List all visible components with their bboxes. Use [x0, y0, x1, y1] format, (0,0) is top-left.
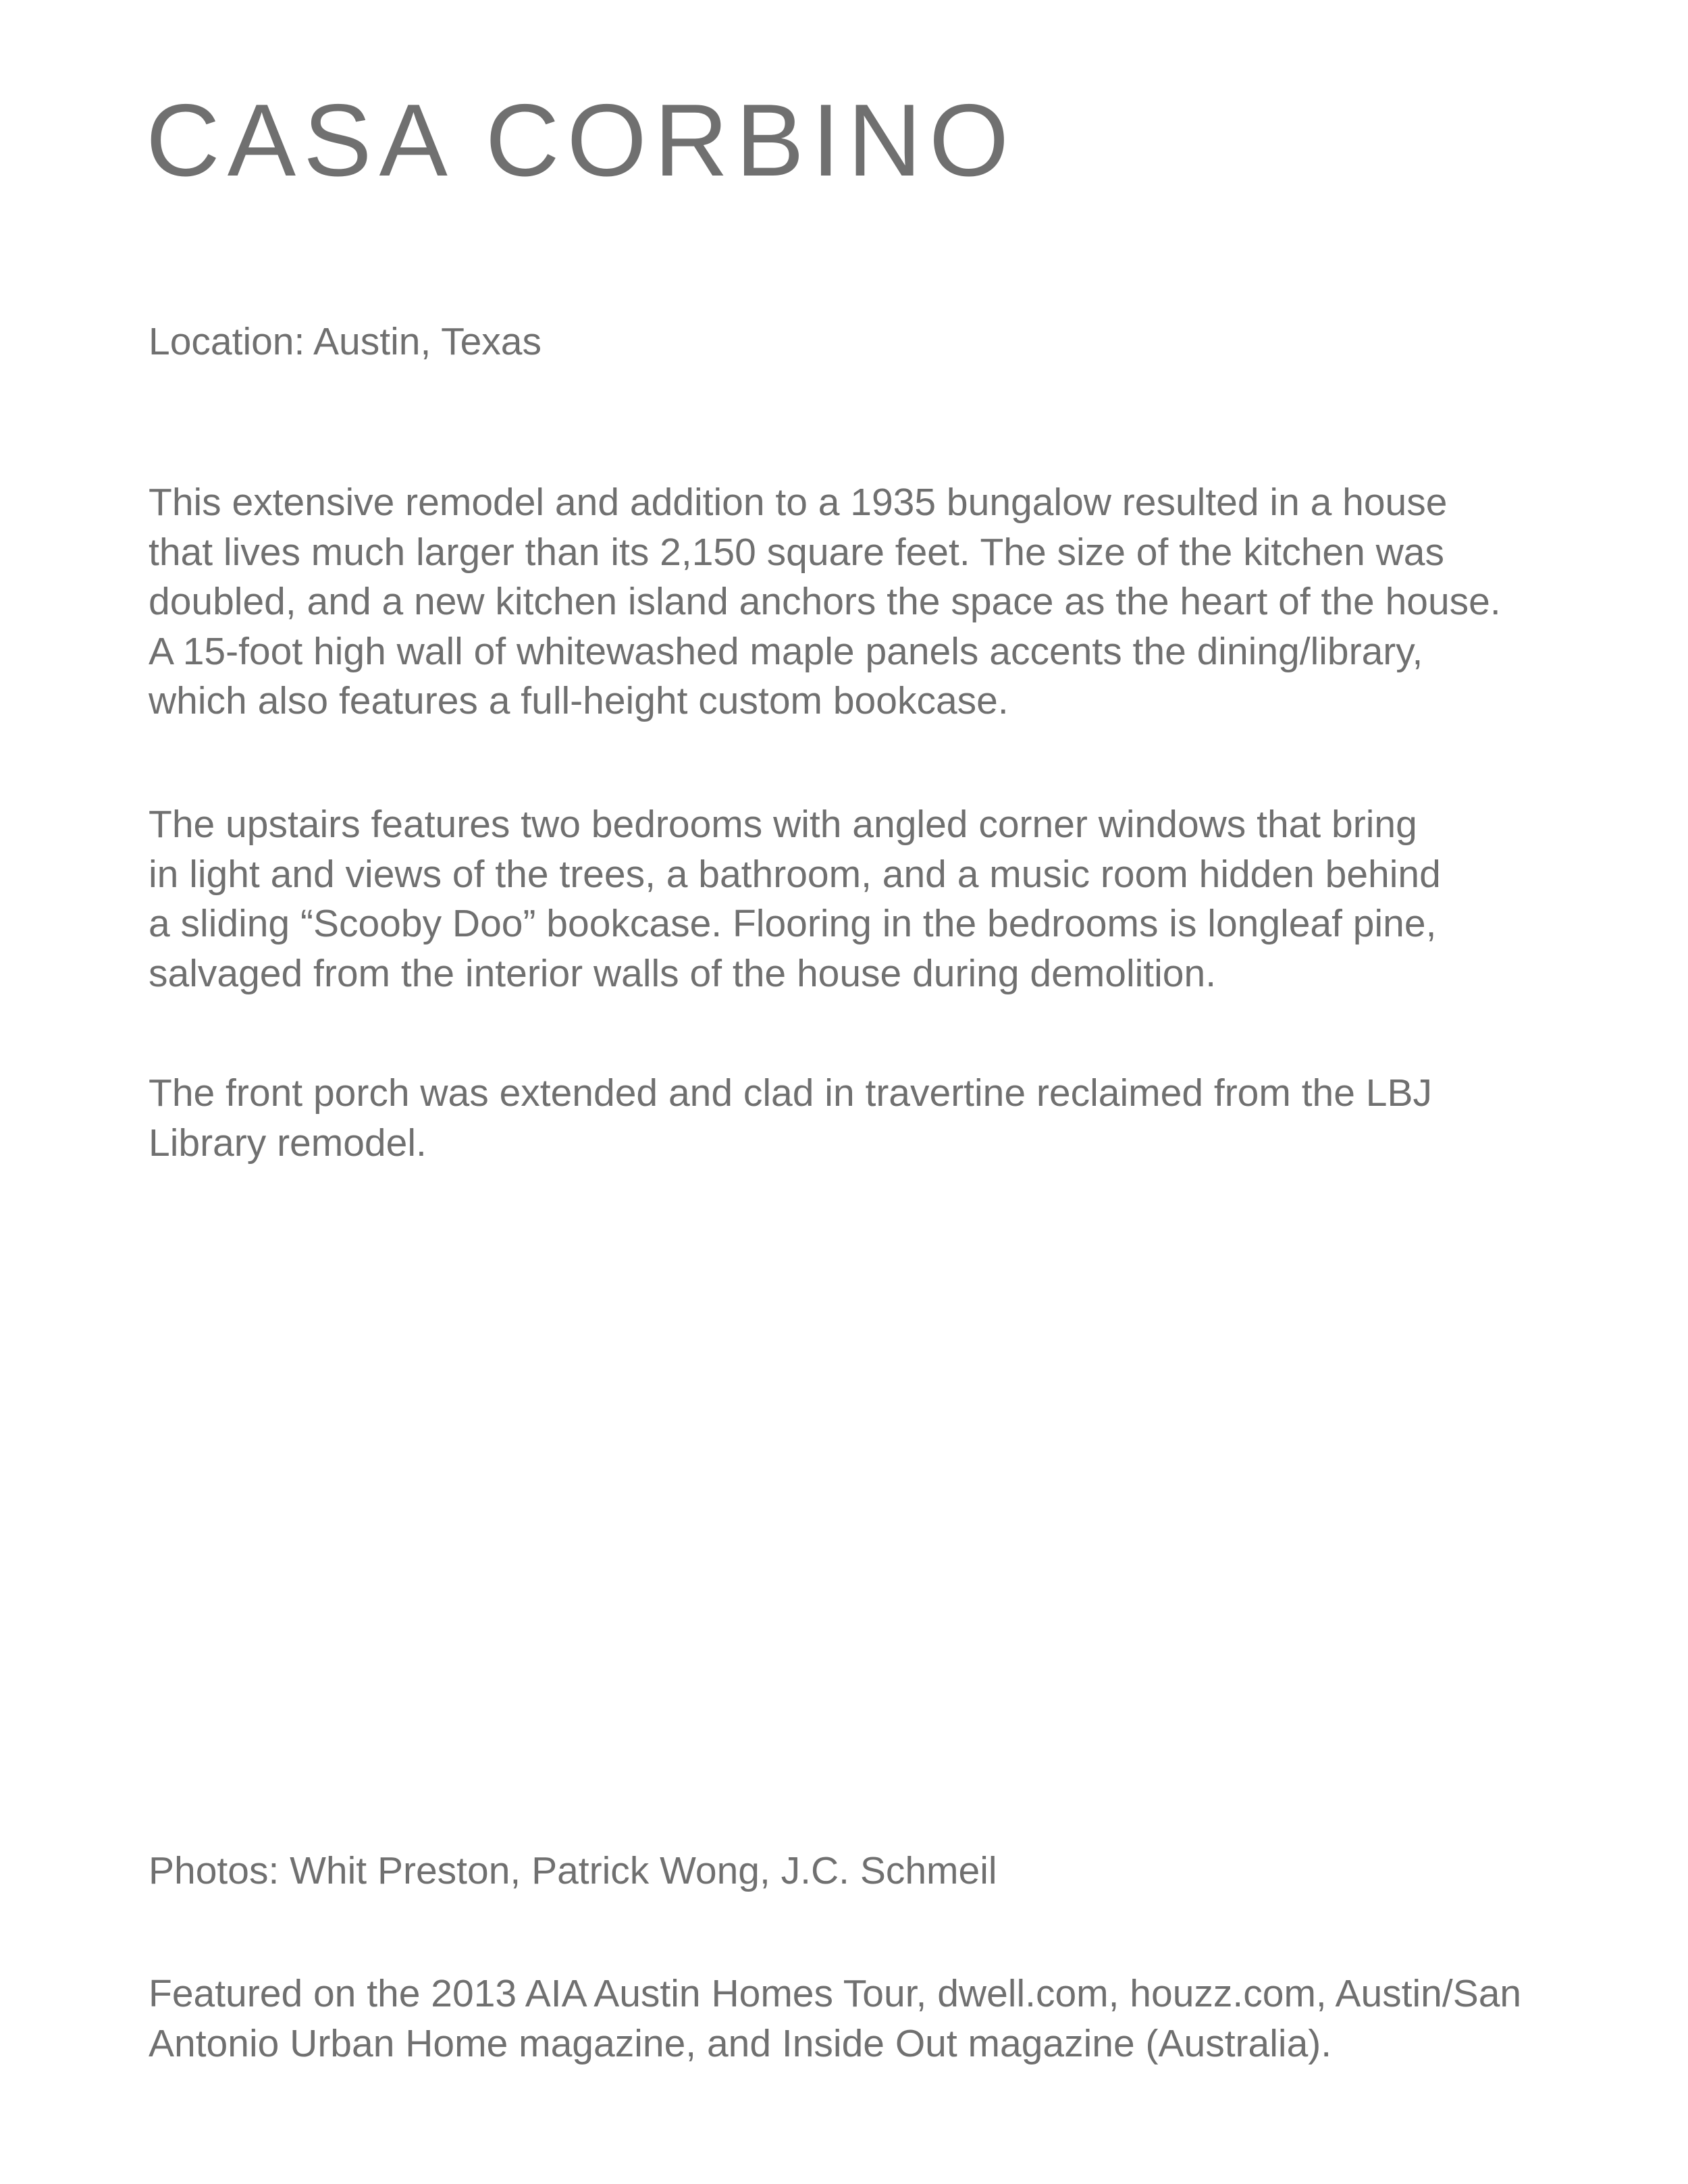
photo-credits: Photos: Whit Preston, Patrick Wong, J.C. Schmeil — [149, 1849, 997, 1892]
description-paragraph-2 — [149, 800, 1553, 998]
paragraph-line: The upstairs features two bedrooms with angled corner windows that bring — [149, 803, 1417, 846]
paragraph-line: a sliding “Scooby Doo” bookcase. Flooring in the bedrooms is longleaf pine, — [149, 902, 1437, 945]
paragraph-line: doubled, and a new kitchen island anchors the space as the heart of the house. — [149, 580, 1501, 623]
paragraph-line: A 15-foot high wall of whitewashed maple panels accents the dining/library, — [149, 629, 1423, 673]
paragraph-line: in light and views of the trees, a bathroom, and a music room hidden behind — [149, 852, 1441, 896]
featured-line: Antonio Urban Home magazine, and Inside Out magazine (Australia). — [149, 2021, 1332, 2065]
location-line: Location: Austin, Texas — [149, 320, 542, 363]
featured-line: Featured on the 2013 AIA Austin Homes Tour, dwell.com, houzz.com, Austin/San — [149, 1972, 1522, 2015]
paragraph-line: which also features a full-height custom bookcase. — [149, 679, 1009, 722]
featured-in — [149, 1969, 1553, 2069]
description-paragraph-3 — [149, 1069, 1553, 1168]
paragraph-line: Library remodel. — [149, 1121, 427, 1165]
paragraph-line: This extensive remodel and addition to a 1935 bungalow resulted in a house — [149, 481, 1448, 524]
paragraph-line: salvaged from the interior walls of the house during demolition. — [149, 951, 1217, 995]
paragraph-line: that lives much larger than its 2,150 square feet. The size of the kitchen was — [149, 530, 1444, 574]
paragraph-line: The front porch was extended and clad in travertine reclaimed from the LBJ — [149, 1071, 1432, 1115]
page-title: CASA CORBINO — [146, 83, 1017, 198]
description-paragraph-1 — [149, 478, 1553, 726]
